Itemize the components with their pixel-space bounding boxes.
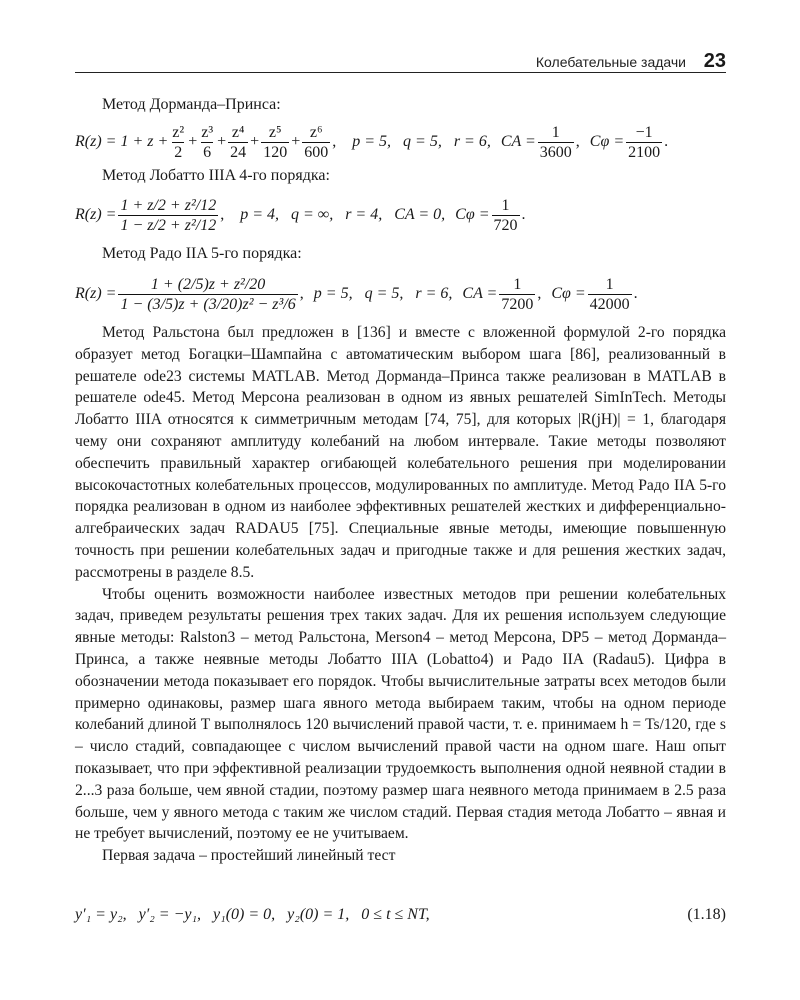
paragraph: Метод Ральстона был предложен в [136] и вместе с вложенной формулой 2-го порядка образует метод Богацки–Шампайна с автоматическим выбором шага [86], реализованный в решателе ode23 системы MATLAB. Метод Дорманда–Принса также реализован в MATLAB в решателе ode45. Метод Мерсона реализован в одном из явных решателей SimInTech. Методы Лобатто IIIA относятся к симметричным методам [74, 75], для которых |R(jH)| = 1, благодаря чему они сохраняют амплитуду колебаний на любом интервале. Такие методы позволяют обеспечить правильный характер огибающей колебательного решения при моделировании высокочастотных колебательных процессов, модулированных по амплитуде. Метод Радо IIA 5-го порядка реализован в одном из наиболее эффективных решателей жестких и дифференциально-алгебраических задач RADAU5 [75]. Специальные явные методы, имеющие повышенную точность при решении колебательных задач и пригодные также и для решения жестких задач, рассмотрены в разделе 8.5.	[75, 324, 726, 581]
fraction: $\frac{1}{7200}$	[501, 275, 534, 313]
method-label-dormand-prince: Метод Дорманда–Принса:	[102, 96, 281, 113]
equation-1-18	[75, 906, 726, 928]
fraction: $\frac{-1}{2100}$	[628, 123, 661, 161]
formula-cphi: Cφ =	[551, 285, 586, 302]
formula-ca: CA =	[500, 133, 536, 150]
body-text	[75, 322, 726, 867]
formula-dormand-prince: R(z) = 1 + z + $\frac{\text{z²}}{2}$ + $\frac{\text{z³}}{6}$ + $\frac{\text{z⁴}}{24}$ + $\frac{\text{z⁵}}{120}$ + $\frac{\text{z⁶}}{600}$ , p = 5, q = 5, r = 6, CA = $\frac{1}{3600}$ , Cφ = $\frac{-1}{2100}$ .	[75, 123, 669, 161]
fraction: $\frac{\text{z⁶}}{600}$	[304, 123, 329, 161]
fraction: $\frac{1}{720}$	[493, 196, 518, 234]
fraction: $\frac{\text{1 + (2/5)z + z²/20}}{\text{1 − (3/5)z + (3/20)z² − z³/6}}$	[120, 275, 296, 313]
running-header	[75, 52, 726, 72]
method-label-lobatto: Метод Лобатто IIIA 4-го порядка:	[102, 167, 330, 184]
paragraph: Чтобы оценить возможности наиболее известных методов при решении колебательных задач, приведем результаты решения трех таких задач. Для их решения используем следующие явные методы: Ralston3 – метод Ральстона, Merson4 – метод Мерсона, DP5 – метод Дорманда–Принса, а также неявные методы Лобатто IIIA (Lobatto4) и Радо IIA (Radau5). Цифра в обозначении метода показывает его порядок. Чтобы вычислительные затраты всех методов были примерно одинаковы, размер шага явного метода выбираем таким, чтобы на одном периоде колебаний длиной T выполнялось 120 вычислений правой части, т. е. принимаем h = Ts/120, где s – число стадий, совпадающее с числом вычислений правой части на одном шаге. Наш опыт показывает, что при эффективной реализации трудоемкость выполнения одной неявной стадии в 2...3 раза больше, чем явной стадии, поэтому размер шага неявного метода принимаем в 2.5 раза больше, чем у явного метода с таким же числом стадий. Первая стадия метода Лобатто – явная и не требует вычислений, поэтому ее не учитываем.	[75, 585, 726, 843]
running-title: Колебательные задачи	[535, 54, 686, 70]
page-number: 23	[703, 50, 726, 72]
method-label-radau: Метод Радо IIA 5-го порядка:	[102, 245, 302, 262]
fraction: $\frac{\text{z⁵}}{120}$	[263, 123, 288, 161]
equation-number: (1.18)	[687, 906, 726, 923]
formula-ca: CA =	[462, 285, 498, 302]
fraction: $\frac{1}{42000}$	[589, 275, 630, 313]
formula-cphi: Cφ =	[589, 133, 625, 150]
fraction: $\frac{\text{1 + z/2 + z²/12}}{\text{1 − z/2 + z²/12}}$	[120, 196, 217, 234]
formula-params: p = 4, q = ∞, r = 4, CA = 0,	[240, 206, 446, 223]
formula-lobatto: R(z) = $\frac{\text{1 + z/2 + z²/12}}{\text{1 − z/2 + z²/12}}$ , p = 4, q = ∞, r = 4, CA = 0, Cφ = $\frac{1}{720}$ .	[75, 196, 526, 234]
formula-cphi: Cφ =	[455, 206, 490, 223]
formula-lhs: R(z) =	[75, 285, 117, 302]
fraction: $\frac{\text{z⁴}}{24}$	[230, 123, 247, 161]
header-rule	[75, 72, 726, 73]
formula-radau: R(z) = $\frac{\text{1 + (2/5)z + z²/20}}{\text{1 − (3/5)z + (3/20)z² − z³/6}}$ , p = 5, q = 5, r = 6, CA = $\frac{1}{7200}$ , Cφ = $\frac{1}{42000}$ .	[75, 275, 638, 313]
fraction: $\frac{\text{z²}}{2}$	[172, 123, 185, 161]
formula-lhs: R(z) =	[75, 206, 117, 223]
formula-params: p = 5, q = 5, r = 6,	[313, 285, 453, 302]
fraction: $\frac{1}{3600}$	[539, 123, 572, 161]
formula-params: p = 5, q = 5, r = 6,	[352, 133, 491, 150]
equation-body: y′₁ = y₂, y′₂ = −y₁, y₁(0) = 0, y₂(0) = 1, 0 ≤ t ≤ NT,	[75, 906, 430, 923]
paragraph: Первая задача – простейший линейный тест	[102, 847, 396, 865]
fraction: $\frac{\text{z³}}{6}$	[201, 123, 214, 161]
formula-lhs: R(z) = 1 + z +	[75, 133, 169, 150]
